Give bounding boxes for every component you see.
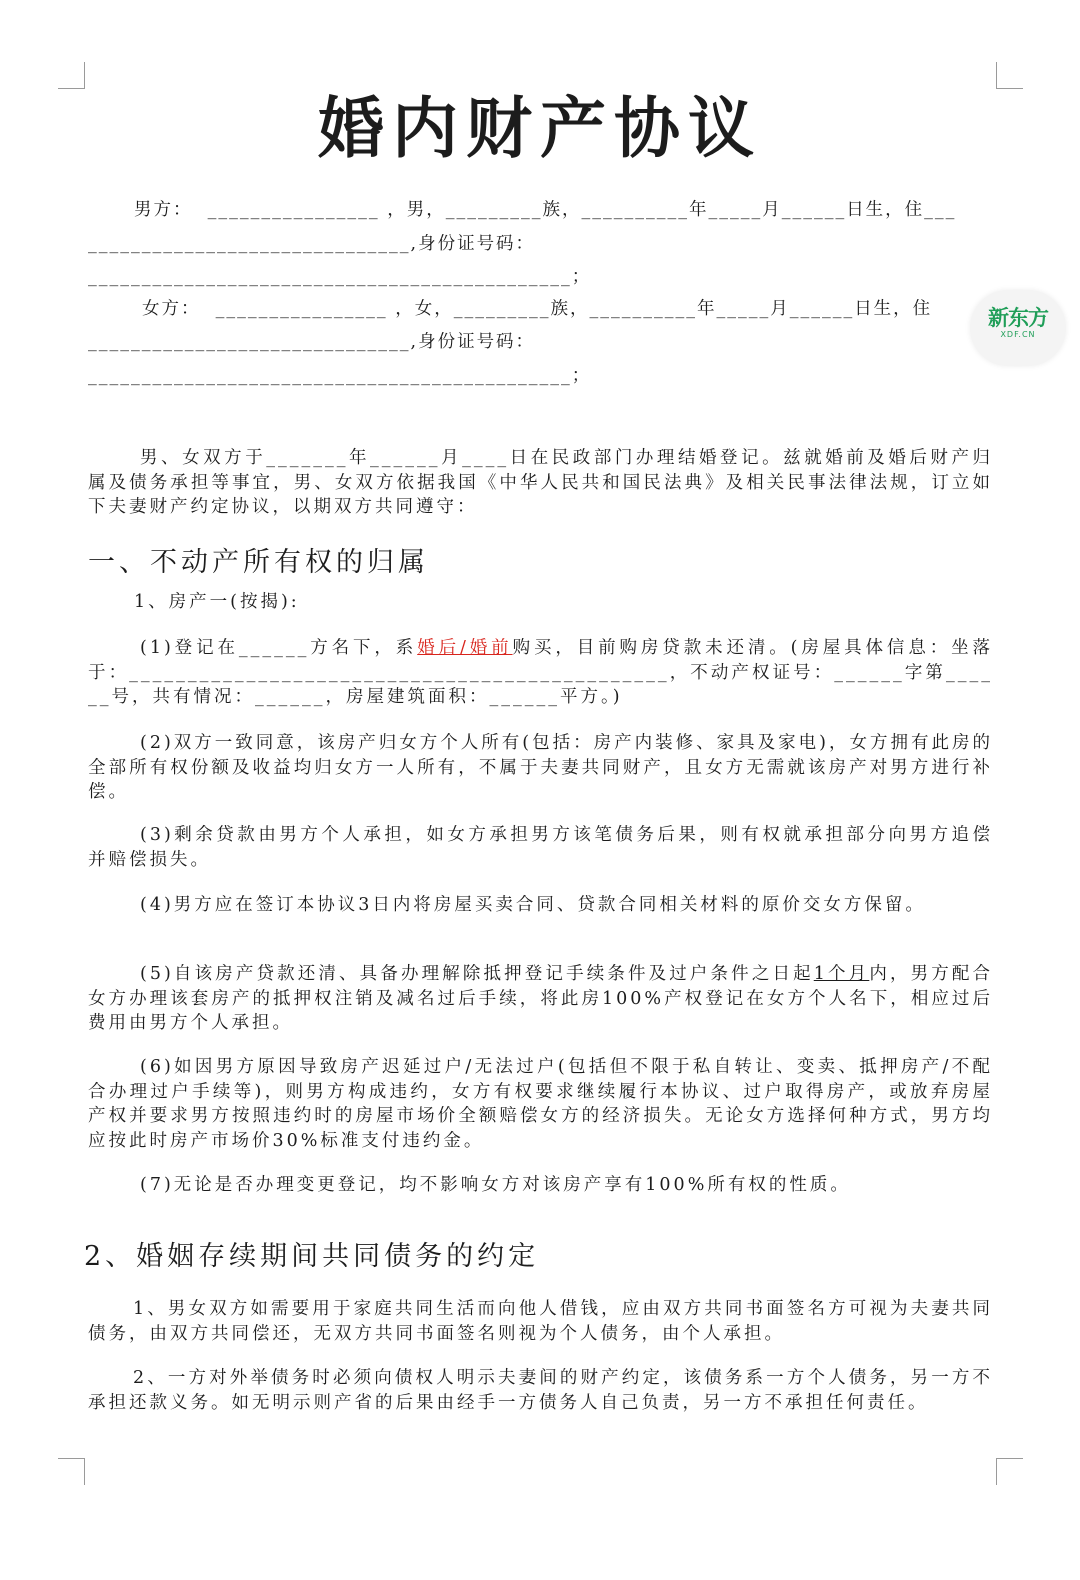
underlined-text: 1个月 xyxy=(813,964,870,984)
clause-paragraph: (2)双方一致同意，该房产归女方个人所有(包括：房产内装修、家具及家电)，女方拥有此房的全部所有权份额及收益均归女方一人所有，不属于夫妻共同财产，且女方无需就该房产对男方进行补偿。 xyxy=(88,733,993,802)
page-corner-mark xyxy=(996,1458,1023,1485)
clause-text: 购买，目前购房贷款未还清。(房屋具体信息：坐落于：______________________________________________，不动产权证号：______字第______号，共有情况：______，房屋建筑面积：______平方。) xyxy=(88,638,993,707)
section-heading: 2、婚姻存续期间共同债务的约定 xyxy=(84,1241,540,1272)
page-corner-mark xyxy=(58,1458,85,1485)
clause-text: 内，男方配合女方办理该套房产的抵押权注销及减名过后手续，将此房100%产权登记在女方个人名下，相应过后费用由男方个人承担。 xyxy=(88,964,994,1033)
clause-paragraph: (7)无论是否办理变更登记，均不影响女方对该房产享有100%所有权的性质。 xyxy=(140,1175,851,1195)
document-title: 婚内财产协议 xyxy=(318,89,762,167)
clause-paragraph: 2、一方对外举债务时必须向债权人明示夫妻间的财产约定，该债务系一方个人债务，另一方不承担还款义务。如无明示则产省的后果由经手一方债务人自己负责，另一方不承担任何责任。 xyxy=(88,1368,993,1413)
clause-paragraph: (3)剩余贷款由男方个人承担，如女方承担男方该笔债务后果，则有权就承担部分向男方追偿并赔偿损失。 xyxy=(88,825,993,870)
female-info-line: 女方： ________________ ，女，_________族，__________年_____月______日生，住 xyxy=(142,299,933,319)
female-info-line: _____________________________________________； xyxy=(88,366,592,386)
male-info-line: ______________________________,身份证号码： xyxy=(88,234,536,254)
clause-paragraph: (4)男方应在签订本协议3日内将房屋买卖合同、贷款合同相关材料的原价交女方保留。 xyxy=(140,895,926,915)
logo-subtext: XDF.CN xyxy=(1000,330,1036,339)
clause-paragraph: 1、男女双方如需要用于家庭共同生活而向他人借钱，应由双方共同书面签名方可视为夫妻共同债务，由双方共同偿还，无双方共同书面签名则视为个人债务，由个人承担。 xyxy=(88,1299,993,1344)
section-heading: 一、不动产所有权的归属 xyxy=(88,547,429,578)
female-info-line: ______________________________,身份证号码： xyxy=(88,332,536,352)
highlighted-text: 婚后/婚前 xyxy=(417,638,513,658)
page-corner-mark xyxy=(996,62,1023,89)
clause-paragraph xyxy=(88,636,993,710)
page-corner-mark xyxy=(58,62,85,89)
male-info-line: _____________________________________________； xyxy=(88,267,592,287)
clause-text: (5)自该房产贷款还清、具备办理解除抵押登记手续条件及过户条件之日起 xyxy=(140,964,814,984)
clause-text: (1)登记在______方名下，系 xyxy=(140,638,418,658)
intro-paragraph: 男、女双方于_______年______月____日在民政部门办理结婚登记。兹就婚前及婚后财产归属及债务承担等事宜，男、女双方依据我国《中华人民共和国民法典》及相关民事法律法规，订立如下夫妻财产约定协议，以期双方共同遵守： xyxy=(88,448,993,517)
subsection-title: 1、房产一(按揭): xyxy=(134,592,300,612)
clause-paragraph: (6)如因男方原因导致房产迟延过户/无法过户(包括但不限于私自转让、变卖、抵押房产/不配合办理过户手续等)，则男方构成违约，女方有权要求继续履行本协议、过户取得房产，或放弃房屋产权并要求男方按照违约时的房屋市场价全额赔偿女方的经济损失。无论女方选择何种方式，男方均应按此时房产市场价30%标准支付违约金。 xyxy=(88,1057,993,1151)
clause-paragraph xyxy=(88,962,993,1036)
logo-text: 新东方 xyxy=(988,306,1048,330)
male-info-line: 男方： ________________ ，男，_________族，__________年_____月______日生，住___ xyxy=(134,200,957,220)
